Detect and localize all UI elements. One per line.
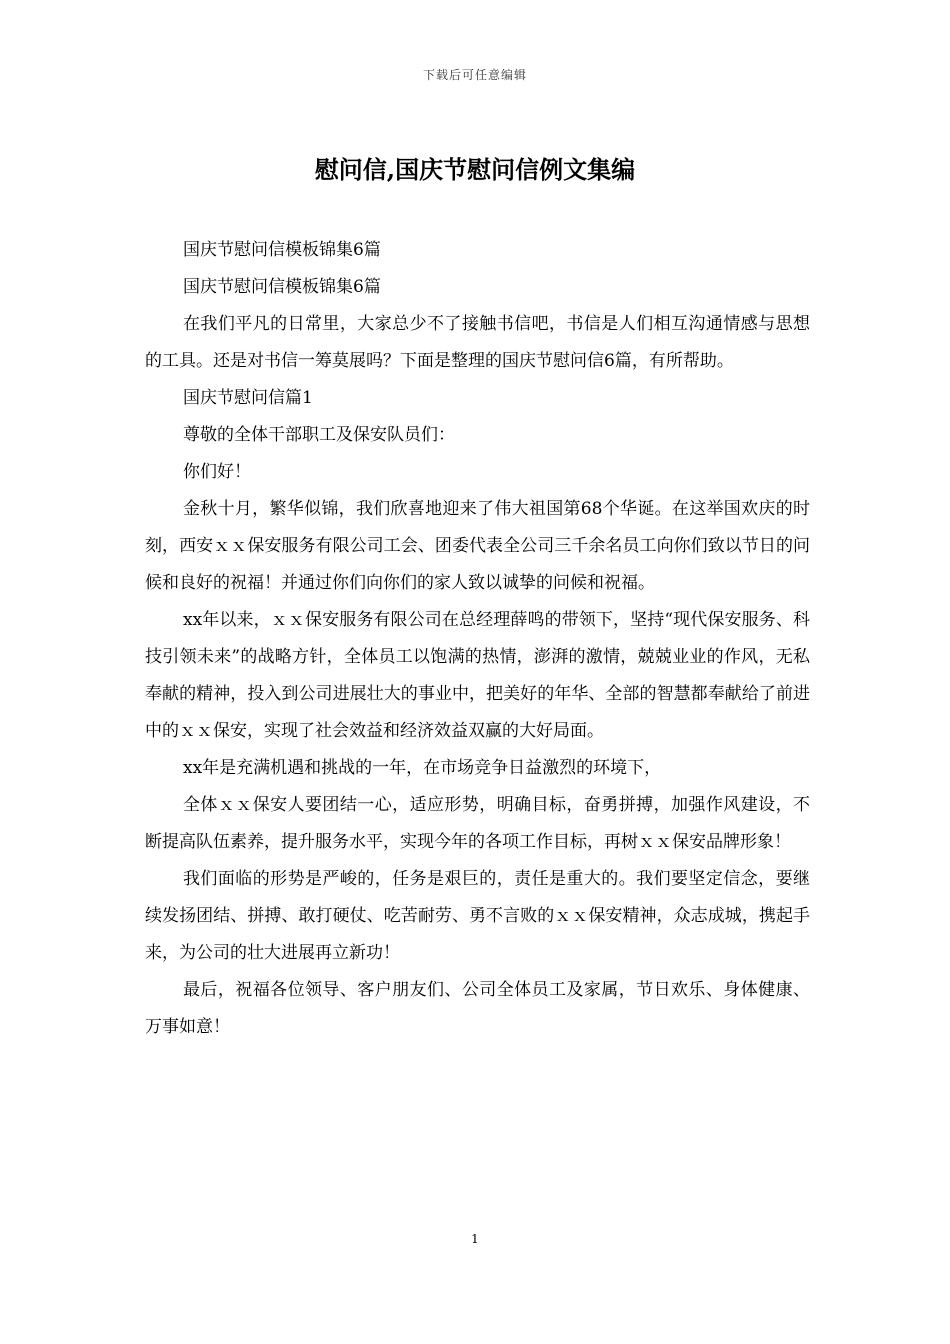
paragraph-section-heading: 国庆节慰问信篇1: [183, 388, 313, 408]
document-body: [145, 232, 810, 1046]
paragraph-intro: 在我们平凡的日常里，大家总少不了接触书信吧，书信是人们相互沟通情感与思想的工具。还是对书信一筹莫展吗？下面是整理的国庆节慰问信6篇，有所帮助。: [145, 314, 810, 371]
paragraph-subtitle-1: 国庆节慰问信模板锦集6篇: [183, 240, 381, 260]
paragraph-closing: 最后，祝福各位领导、客户朋友们、公司全体员工及家属，节日欢乐、身体健康、万事如意！: [145, 980, 810, 1037]
paragraph-body-3: xx年是充满机遇和挑战的一年，在市场竞争日益激烈的环境下，: [183, 758, 662, 778]
paragraph-body-1: 金秋十月，繁华似锦，我们欣喜地迎来了伟大祖国第68个华诞。在这举国欢庆的时刻，西安ｘｘ保安服务有限公司工会、团委代表全公司三千余名员工向你们致以节日的问候和良好的祝福！并通过你们向你们的家人致以诚挚的问候和祝福。: [145, 499, 810, 593]
paragraph-body-5: 我们面临的形势是严峻的，任务是艰巨的，责任是重大的。我们要坚定信念，要继续发扬团结、拼搏、敢打硬仗、吃苦耐劳、勇不言败的ｘｘ保安精神，众志成城，携起手来，为公司的壮大进展再立新功！: [145, 869, 810, 963]
paragraph-body-2: xx年以来，ｘｘ保安服务有限公司在总经理薛鸣的带领下，坚持“现代保安服务、科技引领未来”的战略方针，全体员工以饱满的热情，澎湃的激情，兢兢业业的作风，无私奉献的精神，投入到公司进展壮大的事业中，把美好的年华、全部的智慧都奉献给了前进中的ｘｘ保安，实现了社会效益和经济效益双赢的大好局面。: [145, 610, 810, 741]
paragraph-subtitle-2: 国庆节慰问信模板锦集6篇: [183, 277, 381, 297]
paragraph-salutation: 尊敬的全体干部职工及保安队员们：: [183, 425, 455, 445]
page-header-note: 下载后可任意编辑: [422, 68, 527, 82]
paragraph-body-4: 全体ｘｘ保安人要团结一心，适应形势，明确目标，奋勇拼搏，加强作风建设，不断提高队伍素养，提升服务水平，实现今年的各项工作目标，再树ｘｘ保安品牌形象！: [145, 795, 810, 852]
page-number: 1: [471, 1232, 479, 1246]
paragraph-greeting: 你们好！: [183, 462, 251, 482]
document-title: 慰问信,国庆节慰问信例文集编: [314, 155, 636, 184]
